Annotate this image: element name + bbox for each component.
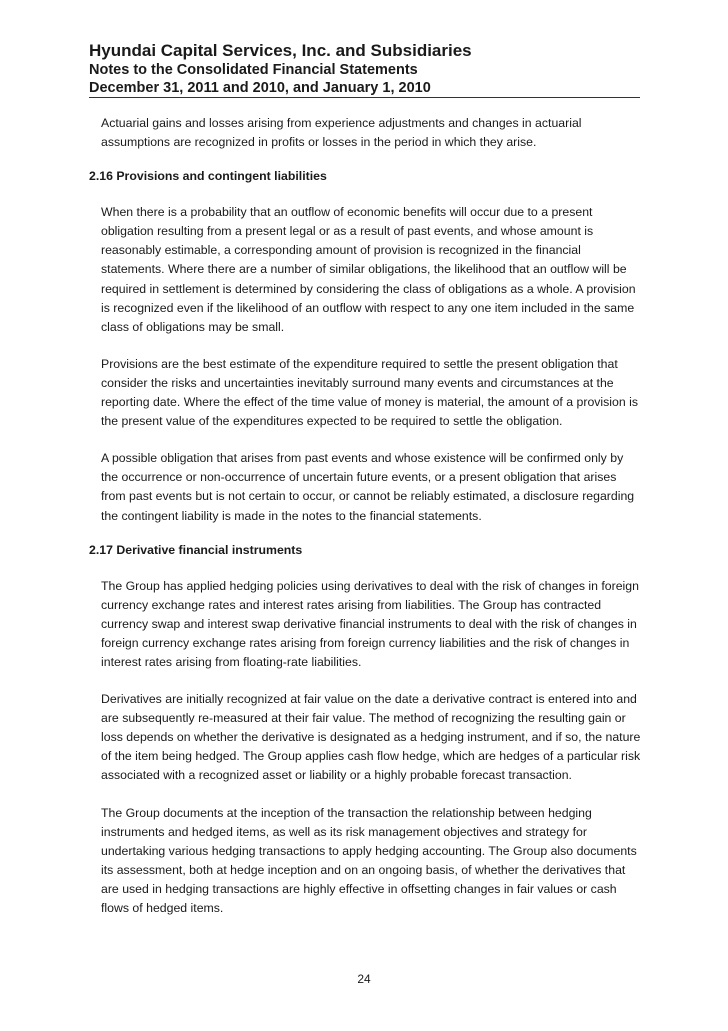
paragraph-line: reporting date. Where the effect of the time value of money is material, the amount of a provision is (101, 395, 639, 410)
paragraph-line: assumptions are recognized in profits or losses in the period in which they arise. (101, 135, 537, 150)
paragraph-line: A possible obligation that arises from past events and whose existence will be confirmed only by (101, 451, 624, 466)
document-header (89, 41, 640, 97)
paragraph-line: required in settlement is determined by considering the class of obligations as a whole. A provision (101, 281, 636, 296)
paragraph-line: the contingent liability is made in the notes to the financial statements. (101, 508, 482, 523)
paragraph-line: undertaking various hedging transactions to apply hedging accounting. The Group also documents (101, 843, 637, 858)
paragraph (101, 203, 644, 337)
paragraph-line: the present value of the expenditures expected to be required to settle the obligation. (101, 414, 563, 429)
paragraph-line: is recognized even if the likelihood of an outflow with respect to any one item included in the same (101, 300, 635, 315)
paragraph-line: The Group has applied hedging policies using derivatives to deal with the risk of changes in foreign (101, 578, 639, 593)
paragraph-line: interest rates arising from floating-rate liabilities. (101, 654, 362, 669)
paragraph-line: reasonably estimable, a corresponding amount of provision is recognized in the financial (101, 243, 581, 258)
paragraph (101, 690, 644, 785)
header-rule (89, 97, 640, 98)
paragraph (101, 355, 644, 431)
paragraph-line: the occurrence or non-occurrence of uncertain future events, or a present obligation that arises (101, 470, 617, 485)
paragraph (101, 804, 644, 919)
paragraph-line: foreign currency exchange rates arising from foreign currency liabilities and the risk of changes in (101, 635, 630, 650)
paragraph-line: consider the risks and uncertainties inevitably surround many events and circumstances at the (101, 375, 614, 390)
paragraph (101, 577, 644, 672)
company-name: Hyundai Capital Services, Inc. and Subsidiaries (89, 41, 472, 60)
paragraph (101, 114, 644, 152)
paragraph-line: currency swap and interest swap derivative financial instruments to deal with the risk of changes in (101, 616, 637, 631)
paragraph-line: Provisions are the best estimate of the expenditure required to settle the present obligation that (101, 356, 618, 371)
paragraph-line: When there is a probability that an outflow of economic benefits will occur due to a present (101, 205, 593, 220)
paragraph-line: of the item being hedged. The Group applies cash flow hedge, which are hedges of a particular risk (101, 749, 641, 764)
document-date: December 31, 2011 and 2010, and January 1, 2010 (89, 80, 431, 96)
paragraph-line: are used in hedging transactions are highly effective in offsetting changes in fair values or cash (101, 881, 617, 896)
paragraph-line: class of obligations may be small. (101, 319, 285, 334)
paragraph-line: Derivatives are initially recognized at fair value on the date a derivative contract is entered into and (101, 692, 637, 707)
document-subtitle: Notes to the Consolidated Financial Statements (89, 62, 418, 78)
paragraph-line: statements. Where there are a number of similar obligations, the likelihood that an outflow will be (101, 262, 627, 277)
document-body (89, 114, 644, 918)
paragraph-line: its assessment, both at hedge inception and on an ongoing basis, of whether the derivatives that (101, 862, 626, 877)
paragraph-line: The Group documents at the inception of the transaction the relationship between hedging (101, 805, 592, 820)
page-number: 24 (357, 972, 371, 986)
paragraph-line: are subsequently re-measured at their fair value. The method of recognizing the resulting gain or (101, 711, 626, 726)
paragraph-line: currency exchange rates and interest rates arising from liabilities. The Group has contracted (101, 597, 602, 612)
paragraph-line: associated with a recognized asset or liability or a highly probable forecast transaction. (101, 768, 572, 783)
paragraph-line: flows of hedged items. (101, 901, 224, 915)
paragraph-line: obligation resulting from a present legal or as a result of past events, and whose amount is (101, 224, 594, 239)
paragraph-line: instruments and hedged items, as well as its risk management objectives and strategy for (101, 824, 587, 839)
paragraph-line: loss depends on whether the derivative is designated as a hedging instrument, and if so, the nature (101, 730, 641, 745)
section-heading: 2.17 Derivative financial instruments (89, 542, 303, 557)
paragraph-line: from past events but is not certain to occur, or cannot be reliably estimated, a disclosure regarding (101, 489, 635, 504)
section-heading: 2.16 Provisions and contingent liabilities (89, 169, 327, 184)
paragraph-line: Actuarial gains and losses arising from experience adjustments and changes in actuarial (101, 116, 582, 130)
paragraph (101, 449, 644, 525)
